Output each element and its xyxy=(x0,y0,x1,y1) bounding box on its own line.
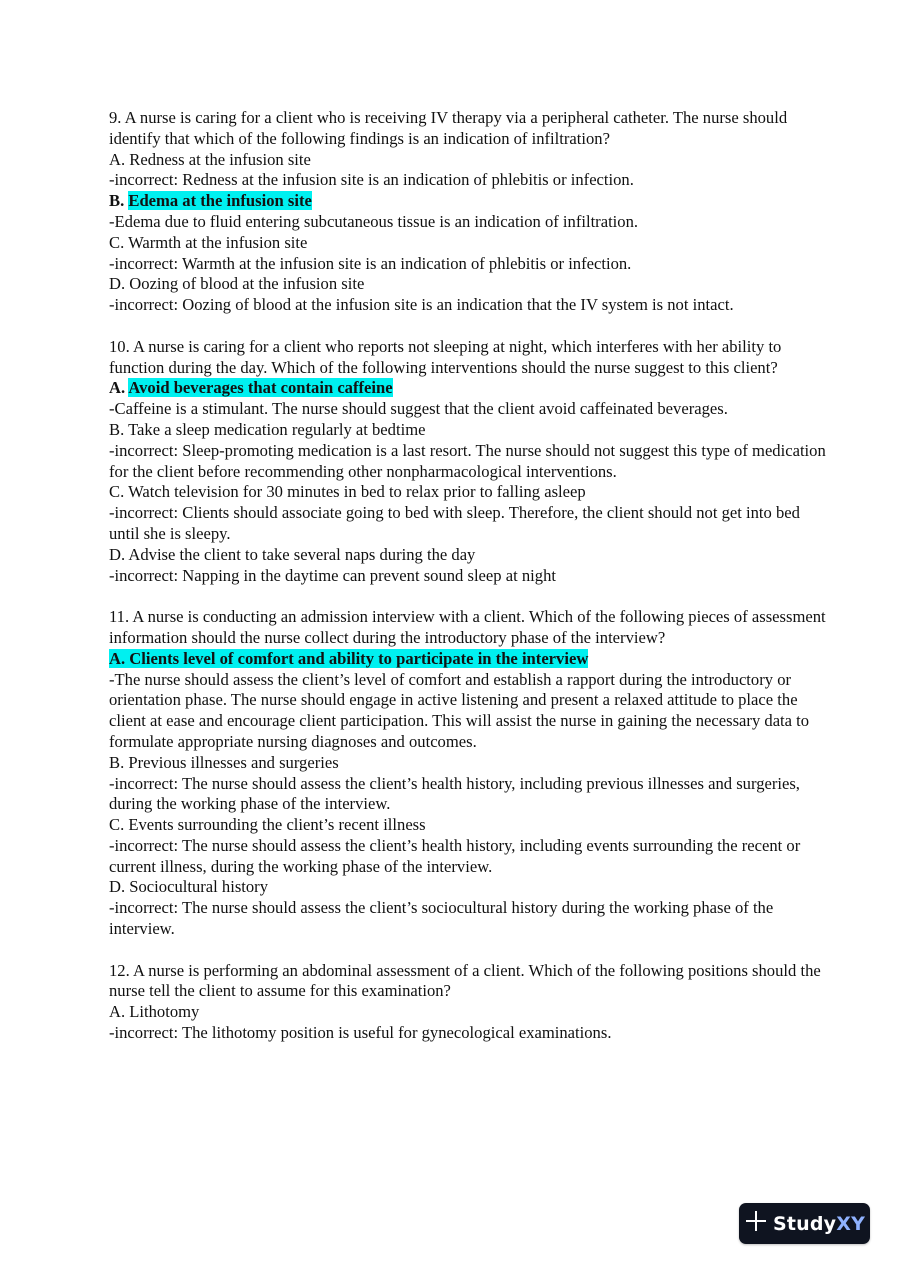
q9-option-b-correct xyxy=(109,191,829,212)
q10-option-c-prefix: C. xyxy=(109,482,125,502)
q12-option-a-rationale: -incorrect: The lithotomy position is useful for gynecological examinations. xyxy=(109,1023,612,1043)
q9-option-a-text: Redness at the infusion site xyxy=(125,149,311,169)
q9-option-c xyxy=(109,233,829,254)
q9-option-c-rationale: -incorrect: Warmth at the infusion site is an indication of phlebitis or infection. xyxy=(109,253,632,273)
q9-option-a-prefix: A. xyxy=(109,149,126,169)
q10-option-a-prefix: A. xyxy=(109,378,126,398)
q10-option-c-text: Watch television for 30 minutes in bed to relax prior to falling asleep xyxy=(124,482,586,502)
q9-option-b-highlight: Edema at the infusion site xyxy=(128,191,312,211)
brand-name xyxy=(773,1213,865,1235)
q10-option-d-text: Advise the client to take several naps during the day xyxy=(125,544,476,564)
spacer xyxy=(109,940,829,961)
q10-option-b-rationale: -incorrect: Sleep-promoting medication is a last resort. The nurse should not suggest this type of medication for the client before recommending other nonpharmacological interventions. xyxy=(109,440,826,481)
q11-option-a-rationale: -The nurse should assess the client’s level of comfort and establish a rapport during the introductory or orientation phase. The nurse should engage in active listening and present a relaxed attitude to place the client at ease and encourage client participation. This will assist the nurse in gaining the necessary data to formulate appropriate nursing diagnoses and outcomes. xyxy=(109,669,810,751)
q9-option-c-prefix: C. xyxy=(109,232,125,252)
q10-option-a-rationale: -Caffeine is a stimulant. The nurse should suggest that the client avoid caffeinated beverages. xyxy=(109,399,728,419)
q9-option-d-text: Oozing of blood at the infusion site xyxy=(125,274,365,294)
q9-option-b-prefix: B. xyxy=(109,191,125,211)
q10-option-d-prefix: D. xyxy=(109,544,126,564)
q11-stem: 11. A nurse is conducting an admission interview with a client. Which of the following pieces of assessment information should the nurse collect during the introductory phase of the interview? xyxy=(109,607,826,647)
q9-option-a-rationale: -incorrect: Redness at the infusion site is an indication of phlebitis or infection. xyxy=(109,170,634,190)
q11-option-d: D. Sociocultural history xyxy=(109,877,269,897)
q11-option-b-rationale: -incorrect: The nurse should assess the client’s health history, including previous illnesses and surgeries, during the working phase of the interview. xyxy=(109,773,800,814)
brand-name-main: Study xyxy=(772,1212,837,1235)
studyxy-logo-badge[interactable] xyxy=(739,1203,870,1244)
q12-option-a: A. Lithotomy xyxy=(109,1002,200,1022)
q11-option-d-rationale: -incorrect: The nurse should assess the client’s sociocultural history during the working phase of the interview. xyxy=(109,898,774,939)
q11-option-c-rationale: -incorrect: The nurse should assess the client’s health history, including events surrounding the recent or current illness, during the working phase of the interview. xyxy=(109,835,801,876)
spacer xyxy=(109,586,829,607)
q9-option-d xyxy=(109,274,829,295)
q11-option-a-highlight: A. Clients level of comfort and ability to participate in the interview xyxy=(109,648,589,668)
q10-option-a-correct xyxy=(109,378,829,399)
q9-option-b-rationale: -Edema due to fluid entering subcutaneous tissue is an indication of infiltration. xyxy=(109,211,639,231)
q12-stem: 12. A nurse is performing an abdominal assessment of a client. Which of the following positions should the nurse tell the client to assume for this examination? xyxy=(109,960,821,1001)
q9-stem: 9. A nurse is caring for a client who is receiving IV therapy via a peripheral catheter. The nurse should identify that which of the following findings is an indication of infiltration? xyxy=(109,108,788,148)
q9-option-d-rationale: -incorrect: Oozing of blood at the infusion site is an indication that the IV system is not intact. xyxy=(109,295,734,315)
q11-option-a-correct xyxy=(109,649,829,670)
q10-option-a-highlight: Avoid beverages that contain caffeine xyxy=(128,378,393,398)
q9-option-d-prefix: D. xyxy=(109,274,126,294)
brand-name-accent: XY xyxy=(836,1212,866,1235)
document-page xyxy=(109,108,829,1044)
q10-option-b-prefix: B. xyxy=(109,419,125,439)
q9-option-a xyxy=(109,150,829,171)
q10-stem: 10. A nurse is caring for a client who reports not sleeping at night, which interferes with her ability to function during the day. Which of the following interventions should the nurse suggest to this client? xyxy=(109,336,782,377)
q10-option-c-rationale: -incorrect: Clients should associate going to bed with sleep. Therefore, the client should not get into bed until she is sleepy. xyxy=(109,503,800,543)
q10-option-c xyxy=(109,482,829,503)
q10-option-d xyxy=(109,545,829,566)
q11-option-b: B. Previous illnesses and surgeries xyxy=(109,752,339,772)
q10-option-b xyxy=(109,420,829,441)
q10-option-d-rationale: -incorrect: Napping in the daytime can prevent sound sleep at night xyxy=(109,565,556,585)
q10-option-b-text: Take a sleep medication regularly at bedtime xyxy=(124,419,426,439)
plus-icon xyxy=(744,1209,773,1238)
spacer xyxy=(109,316,829,337)
q11-option-c: C. Events surrounding the client’s recent illness xyxy=(109,815,426,835)
q9-option-c-text: Warmth at the infusion site xyxy=(124,232,308,252)
